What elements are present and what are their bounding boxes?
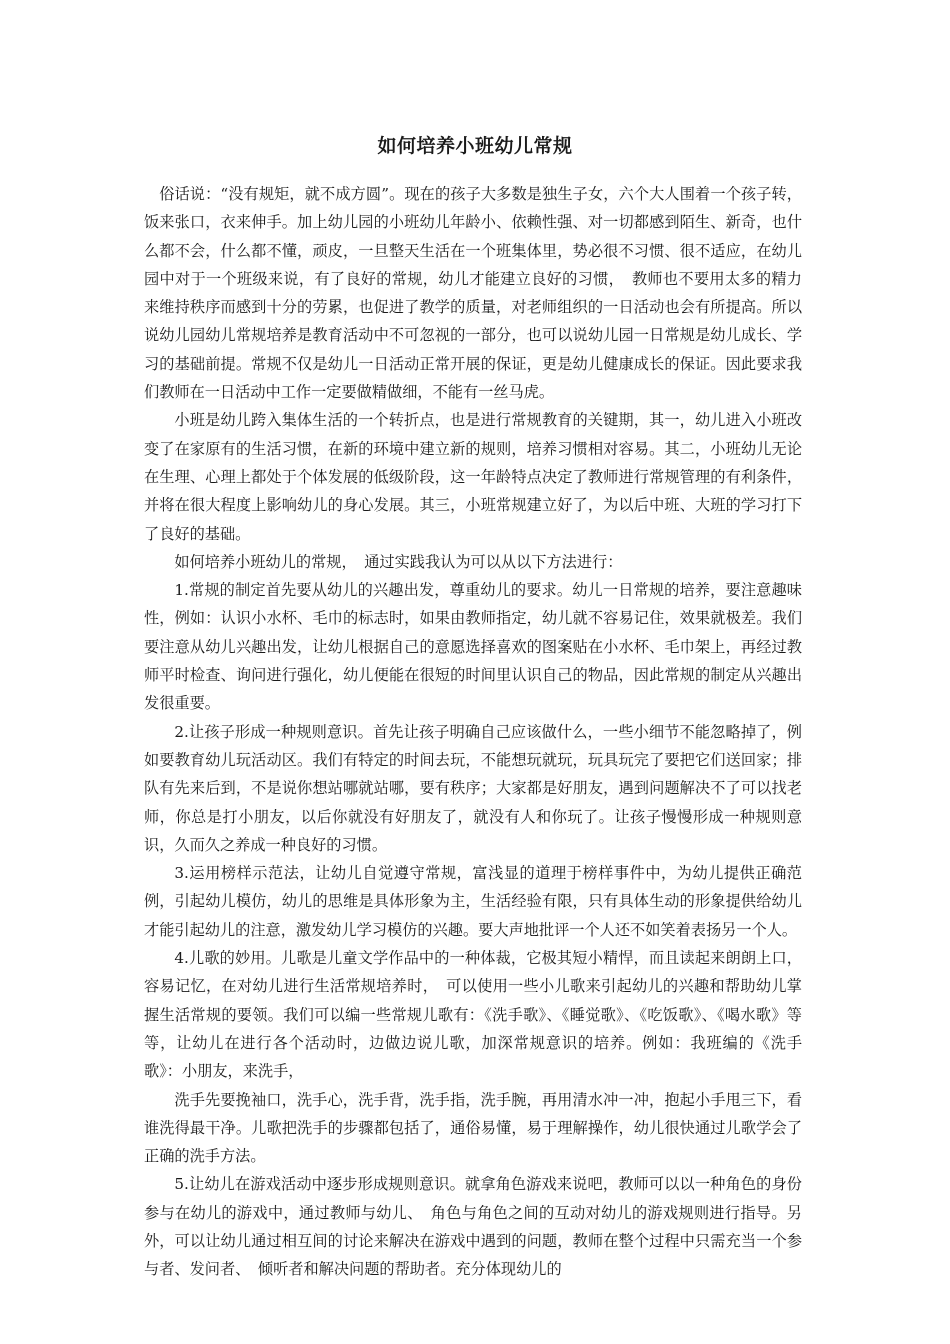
- document-body: [144, 180, 802, 1284]
- paragraph-method-5: 5.让幼儿在游戏活动中逐步形成规则意识。就拿角色游戏来说吧，教师可以以一种角色的身份参与在幼儿的游戏中，通过教师与幼儿、 角色与角色之间的互动对幼儿的游戏规则进行指导。另外，可以让幼儿通过相互间的讨论来解决在游戏中遇到的问题，教师在整个过程中只需充当一个参与者、发问者、 倾听者和解决问题的帮助者。充分体现幼儿的: [144, 1175, 802, 1279]
- paragraph-intro: 俗话说：“没有规矩，就不成方圆”。现在的孩子大多数是独生子女，六个大人围着一个孩子转，饭来张口，衣来伸手。加上幼儿园的小班幼儿年龄小、依赖性强、对一切都感到陌生、新奇，也什么都不会，什么都不懂，顽皮，一旦整天生活在一个班集体里，势必很不习惯、很不适应，在幼儿园中对于一个班级来说，有了良好的常规，幼儿才能建立良好的习惯， 教师也不要用太多的精力来维持秩序而感到十分的劳累，也促进了教学的质量，对老师组织的一日活动也会有所提高。所以说幼儿园幼儿常规培养是教育活动中不可忽视的一部分，也可以说幼儿园一日常规是幼儿成长、学习的基础前提。常规不仅是幼儿一日活动正常开展的保证，更是幼儿健康成长的保证。因此要求我们教师在一日活动中工作一定要做精做细，不能有一丝马虎。: [144, 185, 802, 402]
- paragraph-method-1: 1.常规的制定首先要从幼儿的兴趣出发，尊重幼儿的要求。幼儿一日常规的培养，要注意趣味性，例如：认识小水杯、毛巾的标志时，如果由教师指定，幼儿就不容易记住，效果就极差。我们要注意从幼儿兴趣出发，让幼儿根据自己的意愿选择喜欢的图案贴在小水杯、毛巾架上，再经过教师平时检查、询问进行强化，幼儿便能在很短的时间里认识自己的物品，因此常规的制定从兴趣出发很重要。: [144, 581, 802, 713]
- paragraph-method-4: 4.儿歌的妙用。儿歌是儿童文学作品中的一种体裁，它极其短小精悍，而且读起来朗朗上口，容易记忆，在对幼儿进行生活常规培养时， 可以使用一些小儿歌来引起幼儿的兴趣和帮助幼儿掌握生活常规的要领。我们可以编一些常规儿歌有：《洗手歌》、《睡觉歌》、《吃饭歌》、《喝水歌》等等，让幼儿在进行各个活动时，边做边说儿歌，加深常规意识的培养。例如：我班编的《洗手歌》：小朋友，来洗手，: [144, 949, 802, 1081]
- paragraph-methods-intro: 如何培养小班幼儿的常规， 通过实践我认为可以从以下方法进行：: [174, 552, 623, 571]
- paragraph-small-class: 小班是幼儿跨入集体生活的一个转折点，也是进行常规教育的关键期，其一，幼儿进入小班改变了在家原有的生活习惯，在新的环境中建立新的规则，培养习惯相对容易。其二，小班幼儿无论在生理、心理上都处于个体发展的低级阶段，这一年龄特点决定了教师进行常规管理的有利条件，并将在很大程度上影响幼儿的身心发展。其三，小班常规建立好了，为以后中班、大班的学习打下了良好的基础。: [144, 411, 802, 543]
- document-title: 如何培养小班幼儿常规: [377, 135, 573, 157]
- paragraph-handwash-song: 洗手先要挽袖口，洗手心，洗手背，洗手指，洗手腕，再用清水冲一冲，抱起小手甩三下，看谁洗得最干净。儿歌把洗手的步骤都包括了，通俗易懂，易于理解操作，幼儿很快通过儿歌学会了正确的洗手方法。: [144, 1090, 802, 1166]
- paragraph-method-3: 3.运用榜样示范法，让幼儿自觉遵守常规，富浅显的道理于榜样事件中，为幼儿提供正确范例，引起幼儿模仿，幼儿的思维是具体形象为主，生活经验有限，只有具体生动的形象提供给幼儿才能引起幼儿的注意，激发幼儿学习模仿的兴趣。要大声地批评一个人还不如笑着表扬另一个人。: [144, 864, 802, 939]
- paragraph-method-2: 2.让孩子形成一种规则意识。首先让孩子明确自己应该做什么，一些小细节不能忽略掉了，例如要教育幼儿玩活动区。我们有特定的时间去玩，不能想玩就玩，玩具玩完了要把它们送回家；排队有先来后到，不是说你想站哪就站哪，要有秩序；大家都是好朋友，遇到问题解决不了可以找老师，你总是打小朋友，以后你就没有好朋友了，就没有人和你玩了。让孩子慢慢形成一种规则意识，久而久之养成一种良好的习惯。: [144, 722, 802, 854]
